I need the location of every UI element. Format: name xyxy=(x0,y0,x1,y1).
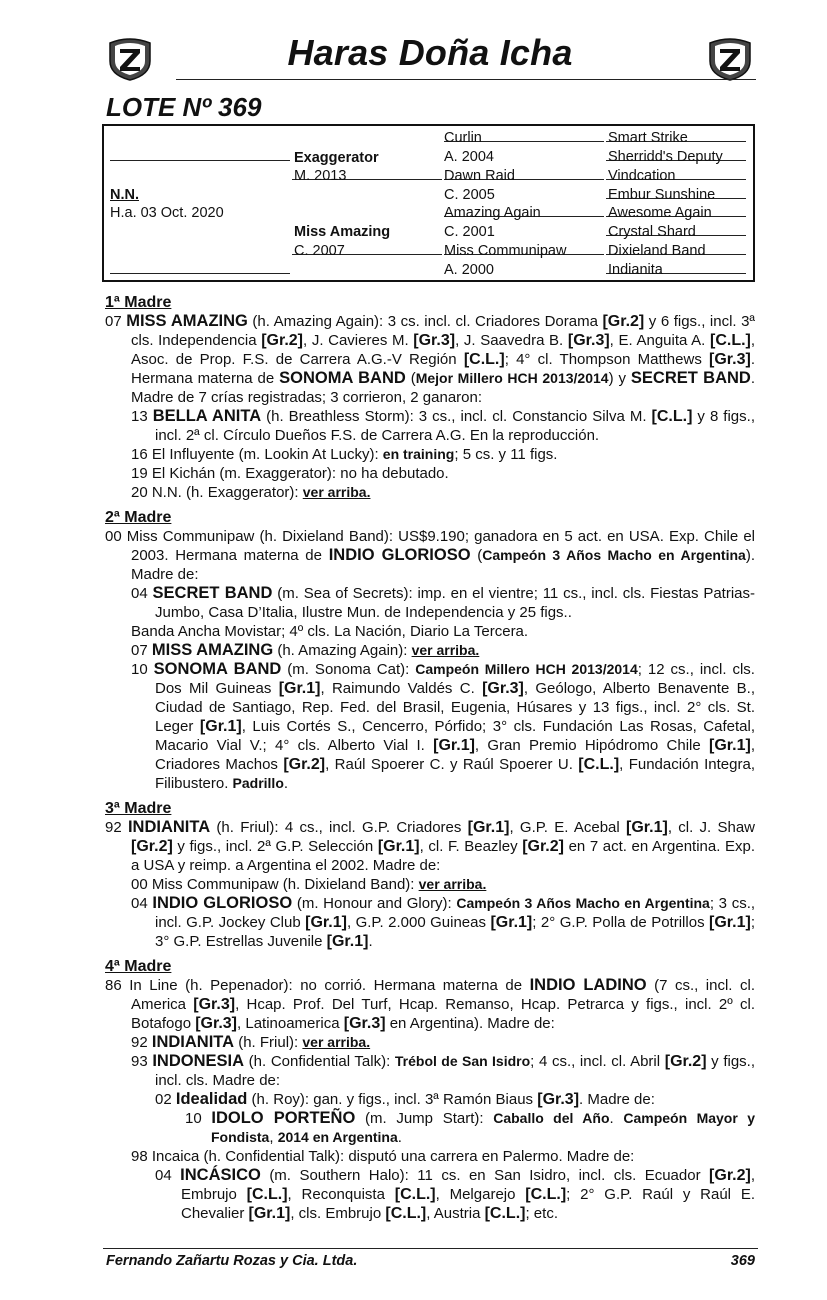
see-above-reference: ver arriba. xyxy=(418,876,487,892)
entry-text: (h. Friul): xyxy=(234,1034,303,1051)
grade-tag: [Gr.2] xyxy=(664,1053,707,1070)
pedigree-table xyxy=(102,124,755,282)
entry-year: 00 xyxy=(105,528,122,545)
horse-name: SECRET BAND xyxy=(152,584,273,602)
title-award: Caballo del Año xyxy=(493,1110,610,1126)
horse-name: SONOMA BAND xyxy=(153,660,282,678)
entry-text: (h. Breathless Storm): 3 cs., incl. cl. Constancio Silva M. xyxy=(261,408,652,425)
grandsire-2: Amazing Again xyxy=(444,205,541,221)
entry-text: . xyxy=(609,1110,624,1127)
see-above-reference: ver arriba. xyxy=(302,1034,371,1050)
horse-name: MISS AMAZING xyxy=(126,312,248,330)
horse-name: N.N. xyxy=(110,187,139,203)
dam-entry xyxy=(105,312,755,407)
grade-tag: [Gr.3] xyxy=(709,351,751,368)
offspring-entry xyxy=(155,1090,755,1109)
grandsire-1: Curlin xyxy=(444,130,482,146)
lot-title: LOTE Nº 369 xyxy=(106,92,262,122)
entry-text: 16 El Influyente (m. Lookin At Lucky): xyxy=(131,446,383,463)
entry-text: , Raimundo Valdés C. xyxy=(320,680,483,697)
great-grandparent: Vindcation xyxy=(608,168,676,184)
entry-text: y figs., incl. cls. Madre de: xyxy=(155,1053,755,1089)
granddam-2-info: A. 2000 xyxy=(444,262,494,278)
title-divider xyxy=(176,79,756,80)
offspring-entry xyxy=(131,407,755,445)
great-grandparent: Sherridd's Deputy xyxy=(608,149,723,165)
entry-text: In Line (h. Pepenador): no corrió. Hermana materna de xyxy=(121,977,530,994)
grade-tag: [Gr.3] xyxy=(537,1091,580,1108)
entry-year: 04 xyxy=(131,895,148,912)
entry-text: . xyxy=(368,933,373,950)
entry-year: 93 xyxy=(131,1053,148,1070)
pedigree-rule xyxy=(110,160,290,161)
offspring-entry xyxy=(131,1052,755,1090)
entry-text: . xyxy=(397,1129,402,1146)
dam-entry xyxy=(105,527,755,584)
page-number: 369 xyxy=(730,1253,755,1269)
offspring-entry xyxy=(131,875,755,894)
horse-name: INDONESIA xyxy=(152,1052,245,1070)
grade-tag: [Gr.1] xyxy=(199,718,242,735)
offspring-entry xyxy=(131,641,755,660)
footer-divider xyxy=(103,1248,758,1249)
entry-text: ; 4° cl. Thompson Matthews xyxy=(504,351,710,368)
horse-name: MISS AMAZING xyxy=(151,641,274,659)
entry-text: ( xyxy=(470,547,483,564)
sire-info: M. 2013 xyxy=(294,168,347,184)
great-grandparent: Embur Sunshine xyxy=(608,187,716,203)
entry-text: , Austria xyxy=(426,1205,485,1222)
grade-tag: [Gr.3] xyxy=(343,1015,386,1032)
entry-text: en Argentina). Madre de: xyxy=(385,1015,555,1032)
grade-tag: [Gr.1] xyxy=(433,737,475,754)
grade-tag: [Gr.1] xyxy=(709,737,751,754)
entry-year: 92 xyxy=(105,819,122,836)
entry-text: , J. Saavedra B. xyxy=(455,332,568,349)
entry-text: , Gran Premio Hipódromo Chile xyxy=(474,737,710,754)
offspring-entry xyxy=(185,1109,755,1147)
entry-text: (7 cs., incl. cl. America xyxy=(131,977,755,1013)
entry-text: ; 12 cs., incl. cls. Dos Mil Guineas xyxy=(155,661,755,697)
grade-tag: [Gr.2] xyxy=(261,332,304,349)
title-award: Campeón 3 Años Macho en Argentina xyxy=(456,895,710,911)
title-award: Campeón 3 Años Macho en Argentina xyxy=(482,547,746,563)
page-title: Haras Doña Icha xyxy=(287,32,573,73)
entry-text: , Melgarejo xyxy=(435,1186,526,1203)
horse-name: INDIANITA xyxy=(151,1033,235,1051)
offspring-entry xyxy=(131,660,755,793)
entry-text: , cls. Embrujo xyxy=(290,1205,386,1222)
grade-tag: [Gr.1] xyxy=(709,914,751,931)
grade-tag: [C.L.] xyxy=(525,1186,567,1203)
entry-text: (m. Sea of Secrets): imp. en el vientre; 11 cs., incl. cls. Fiestas Patrias-Jumbo, Casa D’Italia, Ilustre Mun. de Independencia y 25 figs.. xyxy=(155,585,755,621)
entry-text: ; 5 cs. y 11 figs. xyxy=(454,446,558,463)
entry-year: 07 xyxy=(105,313,122,330)
entry-year: 04 xyxy=(155,1167,172,1184)
entry-text: (h. Friul): 4 cs., incl. G.P. Criadores xyxy=(210,819,468,836)
horse-name: INDIANITA xyxy=(127,818,211,836)
dam-entry xyxy=(105,818,755,875)
z-shield-logo-icon xyxy=(106,33,154,81)
entry-text: ; 2° G.P. Polla de Potrillos xyxy=(532,914,710,931)
entry-text: , Asoc. de Prop. F.S. de Carrera A.G.-V Región xyxy=(131,332,756,368)
entry-text: ; 4 cs., incl. cl. Abril xyxy=(530,1053,665,1070)
grade-tag: [Gr.1] xyxy=(326,933,369,950)
entry-text: (m. Southern Halo): 11 cs. en San Isidro, incl. cls. Ecuador xyxy=(260,1167,710,1184)
pedigree-rule xyxy=(110,273,290,274)
entry-text: ( xyxy=(405,370,416,387)
grade-tag: [C.L.] xyxy=(394,1186,436,1203)
section-title-fourth-dam: 4ª Madre xyxy=(105,958,172,975)
entry-text: ; 3 cs., incl. G.P. Jockey Club xyxy=(155,895,756,931)
title-award: Campeón Millero HCH 2013/2014 xyxy=(415,661,638,677)
section-title-second-dam: 2ª Madre xyxy=(105,509,172,526)
entry-text: (m. Jump Start): xyxy=(355,1110,494,1127)
entry-year: 86 xyxy=(105,977,122,994)
entry-text: ). Madre de: xyxy=(131,547,755,583)
entry-text: , Criadores Machos xyxy=(155,737,755,773)
z-shield-logo-icon xyxy=(706,33,754,81)
entry-text: , Embrujo xyxy=(181,1167,756,1203)
entry-text: , G.P. 2.000 Guineas xyxy=(346,914,491,931)
entry-year: 13 xyxy=(131,408,148,425)
family-record xyxy=(105,293,755,1223)
grade-tag: [C.L.] xyxy=(385,1205,427,1222)
great-grandparent: Crystal Shard xyxy=(608,224,696,240)
entry-text: Miss Communipaw (h. Dixieland Band): US$9.190; ganadora en 5 act. en USA. Exp. Chile el 2003. Hermana materna de xyxy=(121,528,755,564)
status-text: Padrillo xyxy=(232,775,284,791)
grandsire-1-info: A. 2004 xyxy=(444,149,494,165)
entry-year: 10 xyxy=(131,661,148,678)
dam-info: C. 2007 xyxy=(294,243,345,259)
entry-text: , Geólogo, Alberto Benavente B., Ciudad de Santiago, Rep. Fed. del Brasil, Eugenia, Húsares y 13 figs., incl. 2° cls. St. Leger xyxy=(155,680,755,735)
grade-tag: [C.L.] xyxy=(651,408,693,425)
granddam-1: Dawn Raid xyxy=(444,168,515,184)
grade-tag: [Gr.3] xyxy=(567,332,610,349)
grade-tag: [Gr.1] xyxy=(305,914,347,931)
horse-name: BELLA ANITA xyxy=(152,407,262,425)
grade-tag: [Gr.2] xyxy=(602,313,645,330)
entry-text: , Hcap. Prof. Del Turf, Hcap. Remanso, Hcap. Petrarca y figs., incl. 2º cl. Botafogo xyxy=(131,996,755,1032)
sire-name: Exaggerator xyxy=(294,150,379,166)
grade-tag: [C.L.] xyxy=(578,756,620,773)
entry-text: , cl. F. Beazley xyxy=(419,838,523,855)
entry-text: (m. Sonoma Cat): xyxy=(281,661,416,678)
offspring-entry xyxy=(131,464,755,483)
offspring-entry xyxy=(131,584,755,622)
grade-tag: [Gr.2] xyxy=(522,838,564,855)
title-award: 2014 en Argentina xyxy=(277,1129,398,1145)
horse-name: SECRET BAND xyxy=(630,369,751,387)
dam-name: Miss Amazing xyxy=(294,224,391,240)
grade-tag: [Gr.2] xyxy=(283,756,326,773)
entry-text: , Latinoamerica xyxy=(237,1015,344,1032)
status-text: en training xyxy=(382,446,455,462)
title-award: Trébol de San Isidro xyxy=(394,1053,531,1069)
offspring-entry xyxy=(131,1147,755,1166)
entry-text: (m. Honour and Glory): xyxy=(292,895,457,912)
entry-text: ; etc. xyxy=(525,1205,558,1222)
entry-text: 19 El Kichán (m. Exaggerator): no ha debutado. xyxy=(131,465,449,482)
entry-text: (h. Roy): gan. y figs., incl. 3ª Ramón Biaus xyxy=(247,1091,538,1108)
horse-name: Idealidad xyxy=(175,1090,248,1108)
entry-continuation: Banda Ancha Movistar; 4º cls. La Nación, Diario La Tercera. xyxy=(131,623,529,640)
entry-year: 07 xyxy=(131,642,148,659)
grade-tag: [Gr.1] xyxy=(467,819,510,836)
entry-text: . Madre de: xyxy=(579,1091,655,1108)
see-above-reference: ver arriba. xyxy=(302,484,371,500)
grade-tag: [C.L.] xyxy=(463,351,505,368)
grade-tag: [Gr.1] xyxy=(248,1205,291,1222)
entry-text: (h. Amazing Again): 3 cs. incl. cl. Criadores Dorama xyxy=(247,313,603,330)
entry-text: (h. Amazing Again): xyxy=(273,642,412,659)
entry-text: 00 Miss Communipaw (h. Dixieland Band): xyxy=(131,876,419,893)
dam-entry xyxy=(105,976,755,1033)
grade-tag: [C.L.] xyxy=(484,1205,526,1222)
grade-tag: [Gr.3] xyxy=(195,1015,238,1032)
entry-text: , E. Anguita A. xyxy=(609,332,710,349)
entry-text: 98 Incaica (h. Confidential Talk): disputó una carrera en Palermo. Madre de: xyxy=(131,1148,635,1165)
grade-tag: [Gr.2] xyxy=(131,838,173,855)
grade-tag: [Gr.2] xyxy=(709,1167,751,1184)
entry-text: 20 N.N. (h. Exaggerator): xyxy=(131,484,303,501)
footer-publisher: Fernando Zañartu Rozas y Cia. Ltda. xyxy=(106,1253,358,1269)
see-above-reference: ver arriba. xyxy=(411,642,480,658)
entry-text: , Raúl Spoerer C. y Raúl Spoerer U. xyxy=(325,756,579,773)
entry-text: . Hermana materna de xyxy=(131,351,755,387)
entry-text: , xyxy=(269,1129,278,1146)
entry-text: . xyxy=(283,775,289,792)
grade-tag: [Gr.3] xyxy=(193,996,236,1013)
grade-tag: [Gr.1] xyxy=(278,680,321,697)
offspring-entry xyxy=(155,1166,755,1223)
entry-text: ; 2° G.P. Raúl y Raúl E. Chevalier xyxy=(181,1186,755,1222)
grandsire-2-info: C. 2001 xyxy=(444,224,495,240)
granddam-1-info: C. 2005 xyxy=(444,187,495,203)
grade-tag: [Gr.1] xyxy=(377,838,420,855)
entry-year: 02 xyxy=(155,1091,172,1108)
entry-text: y 8 figs., incl. 2ª cl. Círculo Dueños F.S. de Carrera A.G. En la reproducción. xyxy=(155,408,755,444)
entry-text: , Luis Cortés S., Cencerro, Pórfido; 3° cls. Fundación Las Rosas, Cafetal, Macario Vial V.; 4° cls. Alberto Vial I. xyxy=(155,718,755,754)
horse-name: INDIO LADINO xyxy=(529,976,647,994)
offspring-entry xyxy=(131,445,755,464)
entry-text: en 7 act. en Argentina. Exp. a USA y reimp. a Argentina el 2002. Madre de: xyxy=(131,838,755,874)
granddam-2: Miss Communipaw xyxy=(444,243,567,259)
section-title-first-dam: 1ª Madre xyxy=(105,294,172,311)
title-award: Mejor Millero HCH 2013/2014 xyxy=(415,370,609,386)
grade-tag: [C.L.] xyxy=(246,1186,288,1203)
entry-year: 10 xyxy=(185,1110,202,1127)
offspring-entry xyxy=(131,1033,755,1052)
horse-name: INDIO GLORIOSO xyxy=(152,894,293,912)
horse-name: SONOMA BAND xyxy=(279,369,406,387)
horse-name: IDOLO PORTEÑO xyxy=(211,1109,356,1127)
entry-text: . Madre de 7 crías registradas; 3 corrieron, 2 ganaron: xyxy=(131,370,755,406)
grade-tag: [Gr.1] xyxy=(626,819,668,836)
entry-text: , cl. J. Shaw xyxy=(667,819,755,836)
great-grandparent: Awesome Again xyxy=(608,205,712,221)
entry-text: y 6 figs., incl. 3ª cls. Independencia xyxy=(131,313,755,349)
grade-tag: [Gr.1] xyxy=(490,914,533,931)
entry-text: , G.P. E. Acebal xyxy=(509,819,627,836)
grade-tag: [Gr.3] xyxy=(413,332,456,349)
entry-text: , Reconquista xyxy=(287,1186,395,1203)
offspring-entry xyxy=(131,894,755,951)
entry-text: ) y xyxy=(608,370,631,387)
title-award: Campeón Mayor y Fondista xyxy=(211,1110,755,1145)
entry-year: 04 xyxy=(131,585,148,602)
great-grandparent: Smart Strike xyxy=(608,130,688,146)
horse-info: H.a. 03 Oct. 2020 xyxy=(110,205,224,221)
entry-year: 92 xyxy=(131,1034,148,1051)
entry-text: (h. Confidential Talk): xyxy=(244,1053,395,1070)
entry-text: ; 3° G.P. Estrellas Juvenile xyxy=(155,914,755,950)
entry-text: , Fundación Integra, Filibustero. xyxy=(155,756,755,792)
entry-text: , J. Cavieres M. xyxy=(303,332,414,349)
offspring-entry xyxy=(131,483,755,502)
entry-text: y figs., incl. 2ª G.P. Selección xyxy=(172,838,378,855)
great-grandparent: Dixieland Band xyxy=(608,243,706,259)
grade-tag: [Gr.3] xyxy=(482,680,524,697)
horse-name: INDIO GLORIOSO xyxy=(328,546,471,564)
great-grandparent: Indianita xyxy=(608,262,663,278)
horse-name: INCÁSICO xyxy=(180,1166,261,1184)
section-title-third-dam: 3ª Madre xyxy=(105,800,172,817)
grade-tag: [C.L.] xyxy=(709,332,751,349)
